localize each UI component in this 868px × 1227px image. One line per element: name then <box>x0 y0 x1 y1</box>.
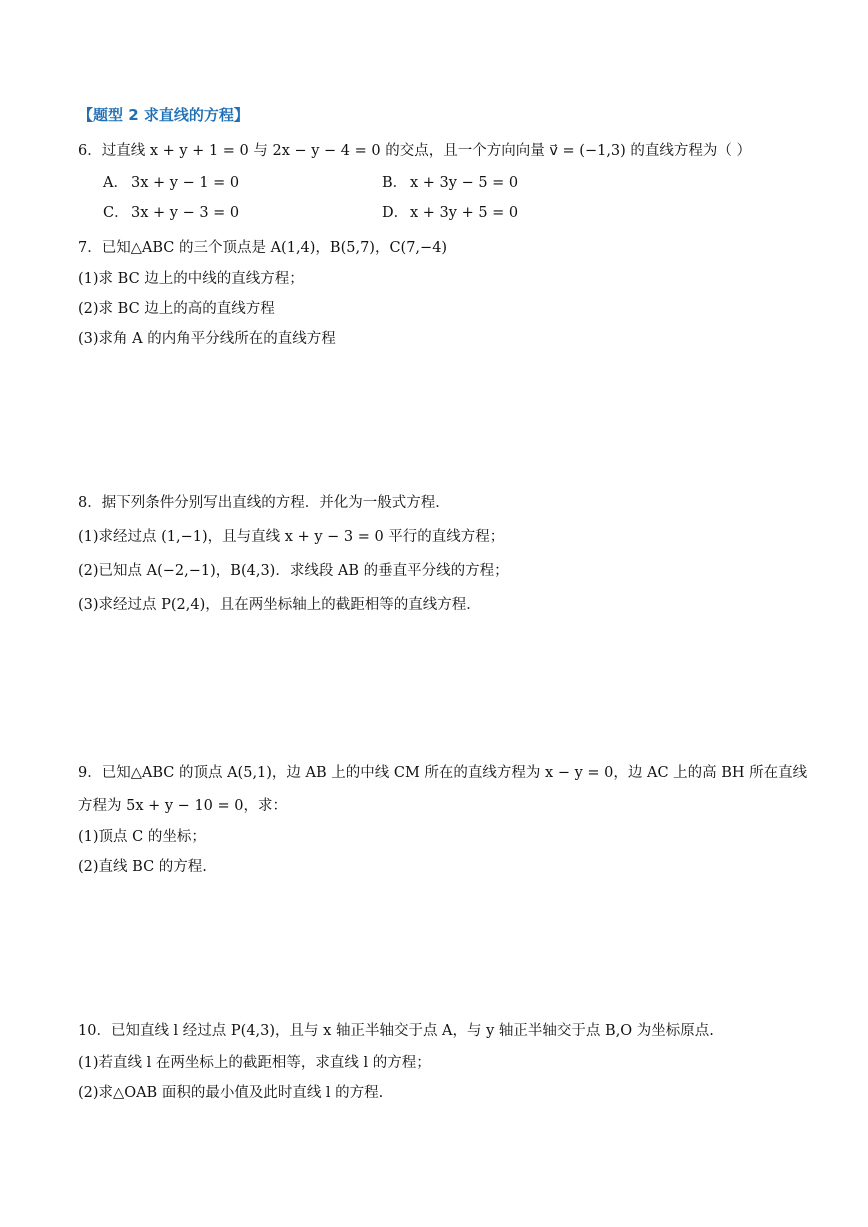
question-8-part-2: (2)已知点 A(−2,−1)，B(4,3)．求线段 AB 的垂直平分线的方程； <box>78 563 509 579</box>
question-6-option-d <box>382 203 518 223</box>
question-6-option-a <box>103 173 239 193</box>
question-10-stem: 10．已知直线 l 经过点 P(4,3)，且与 x 轴正半轴交于点 A，与 y 轴正半轴交于点 B,O 为坐标原点. <box>78 1023 714 1039</box>
question-9-part-2: (2)直线 BC 的方程. <box>78 859 207 875</box>
question-6-option-b <box>382 173 518 193</box>
question-7-part-2: (2)求 BC 边上的高的直线方程 <box>78 301 275 317</box>
option-label: B． <box>382 175 408 191</box>
question-6-stem: 6．过直线 x + y + 1 = 0 与 2x − y − 4 = 0 的交点，且一个方向向量 v⃗ = (−1,3) 的直线方程为（ ） <box>78 143 752 159</box>
option-text: 3x + y − 1 = 0 <box>131 175 240 191</box>
question-7-stem: 7．已知△ABC 的三个顶点是 A(1,4)，B(5,7)，C(7,−4) <box>78 240 448 256</box>
question-8-part-3: (3)求经过点 P(2,4)，且在两坐标轴上的截距相等的直线方程． <box>78 597 481 613</box>
question-10-part-1: (1)若直线 l 在两坐标上的截距相等，求直线 l 的方程； <box>78 1055 431 1071</box>
section-heading: 【题型 2 求直线的方程】 <box>78 106 249 124</box>
question-6-option-c <box>103 203 239 223</box>
question-8-stem: 8．据下列条件分别写出直线的方程．并化为一般式方程． <box>78 495 450 511</box>
question-9-stem-line-2: 方程为 5x + y − 10 = 0，求： <box>78 798 287 814</box>
option-label: C． <box>103 205 129 221</box>
option-label: D． <box>382 205 409 221</box>
option-label: A． <box>103 175 128 191</box>
option-text: x + 3y + 5 = 0 <box>410 205 519 221</box>
question-10-part-2: (2)求△OAB 面积的最小值及此时直线 l 的方程. <box>78 1085 384 1101</box>
option-text: 3x + y − 3 = 0 <box>131 205 240 221</box>
question-8-part-1: (1)求经过点 (1,−1)，且与直线 x + y − 3 = 0 平行的直线方程； <box>78 529 505 545</box>
question-7-part-1: (1)求 BC 边上的中线的直线方程； <box>78 271 304 287</box>
question-7-part-3: (3)求角 A 的内角平分线所在的直线方程 <box>78 331 336 347</box>
question-9-stem-line-1: 9．已知△ABC 的顶点 A(5,1)，边 AB 上的中线 CM 所在的直线方程为 x − y = 0，边 AC 上的高 BH 所在直线 <box>78 765 808 781</box>
option-text: x + 3y − 5 = 0 <box>410 175 519 191</box>
question-9-part-1: (1)顶点 C 的坐标； <box>78 829 206 845</box>
